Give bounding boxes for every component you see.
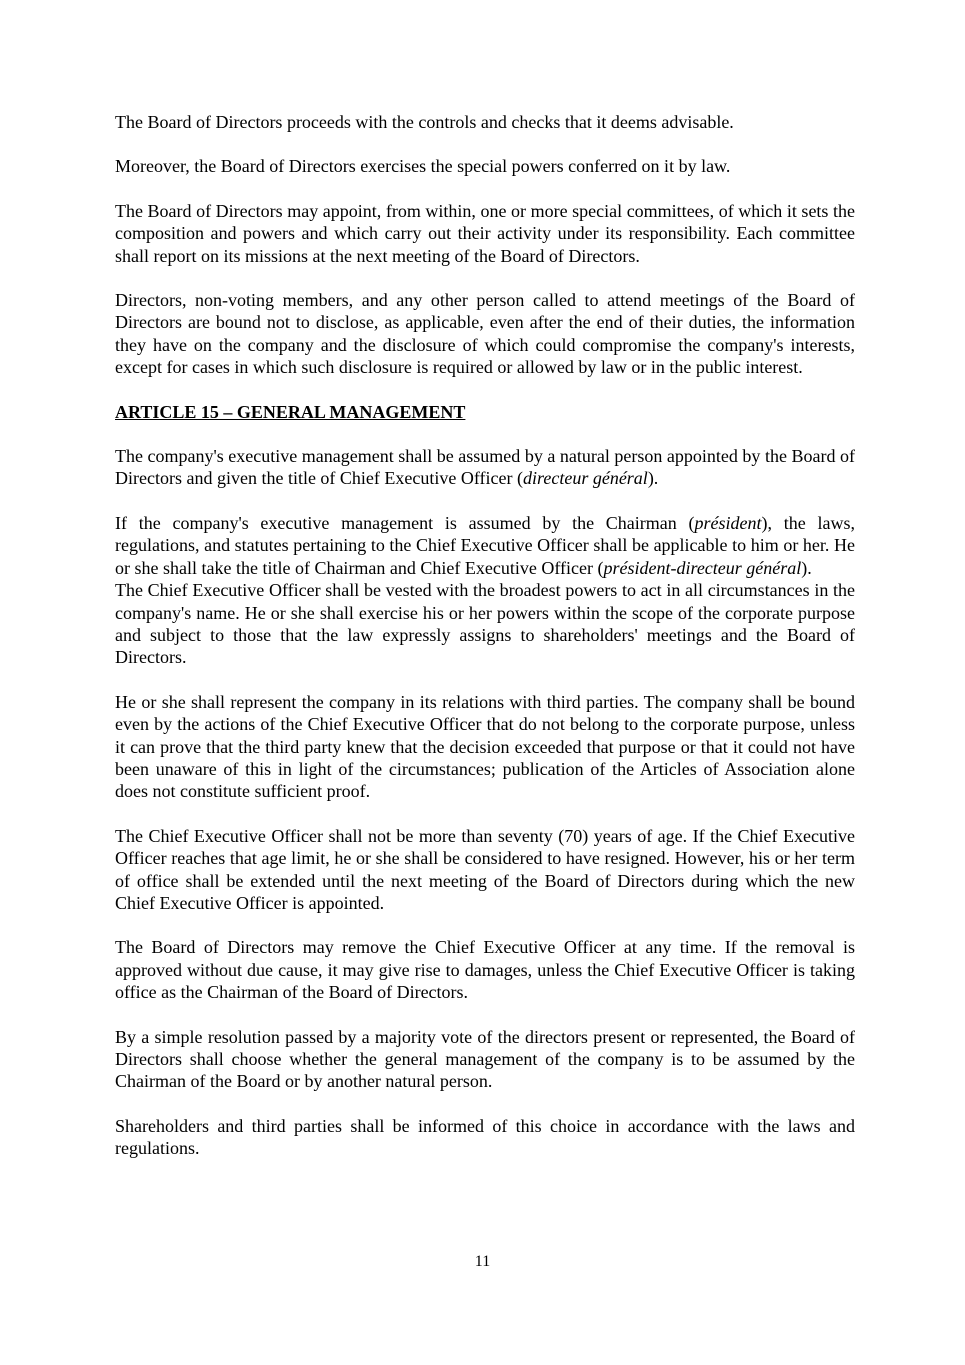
text-run-italic: directeur général — [523, 468, 648, 489]
paragraph — [115, 579, 855, 669]
text-run: If the company's executive management is assumed by the Chairman ( — [115, 512, 695, 533]
paragraph — [115, 200, 855, 267]
paragraph — [115, 1115, 855, 1160]
document-body — [115, 111, 855, 1160]
text-run-italic: président — [694, 512, 762, 533]
text-run: Directors, non-voting members, and any other person called to attend meetings of the Board of Directors are bound not to disclose, as applicable, even after the end of their duties, the information they have on the company and the disclosure of which could compromise the company's interests, except for cases in which such disclosure is required or allowed by law or in the public interest. — [115, 290, 855, 378]
page-number: 11 — [474, 1253, 491, 1270]
paragraph — [115, 691, 855, 803]
section-heading — [115, 401, 855, 423]
paragraph — [115, 825, 855, 915]
text-run: The Chief Executive Officer shall be vested with the broadest powers to act in all circumstances in the company's name. He or she shall exercise his or her powers within the scope of the corporate purpose and subject to those that the law expressly assigns to shareholders' meetings and the Board of Directors. — [115, 580, 855, 668]
text-run: Moreover, the Board of Directors exercises the special powers conferred on it by law. — [115, 156, 731, 177]
paragraph — [115, 445, 855, 490]
text-run: ARTICLE 15 – GENERAL MANAGEMENT — [115, 401, 466, 422]
text-run: The company's executive management shall be assumed by a natural person appointed by the Board of Directors and given the title of Chief Executive Officer ( — [115, 446, 855, 489]
text-run: ), the laws, regulations, and statutes pertaining to the Chief Executive Officer shall be applicable to him or her. He or she shall take the title of Chairman and Chief Executive Officer ( — [115, 512, 855, 578]
text-run: The Chief Executive Officer shall not be more than seventy (70) years of age. If the Chief Executive Officer reaches that age limit, he or she shall be considered to have resigned. However, his or her term of office shall be extended until the next meeting of the Board of Directors during which the new Chief Executive Officer is appointed. — [115, 825, 855, 913]
text-run: He or she shall represent the company in its relations with third parties. The company shall be bound even by the actions of the Chief Executive Officer that do not belong to the corporate purpose, unless it can prove that the third party knew that the decision exceeded that purpose or that it could not have been unaware of this in light of the circumstances; publication of the Articles of Association alone does not constitute sufficient proof. — [115, 691, 855, 802]
text-run-italic: président-directeur général — [603, 557, 802, 578]
text-run: The Board of Directors may appoint, from within, one or more special committees, of which it sets the composition and powers and which carry out their activity under its responsibility. Each committee shall report on its missions at the next meeting of the Board of Directors. — [115, 200, 855, 266]
text-run: ). — [801, 557, 812, 578]
paragraph — [115, 512, 855, 579]
text-run: The Board of Directors may remove the Chief Executive Officer at any time. If the removal is approved without due cause, it may give rise to damages, unless the Chief Executive Officer is taking office as the Chairman of the Board of Directors. — [115, 937, 855, 1003]
paragraph — [115, 155, 855, 177]
paragraph — [115, 1026, 855, 1093]
text-run: Shareholders and third parties shall be informed of this choice in accordance with the laws and regulations. — [115, 1115, 855, 1159]
text-run: The Board of Directors proceeds with the controls and checks that it deems advisable. — [115, 112, 734, 132]
paragraph — [115, 289, 855, 379]
text-run: ). — [647, 468, 659, 489]
paragraph — [115, 111, 855, 133]
text-run: By a simple resolution passed by a majority vote of the directors present or represented, the Board of Directors shall choose whether the general management of the company is to be assumed by the Chairman of the Board or by another natural person. — [115, 1026, 855, 1092]
paragraph — [115, 936, 855, 1003]
